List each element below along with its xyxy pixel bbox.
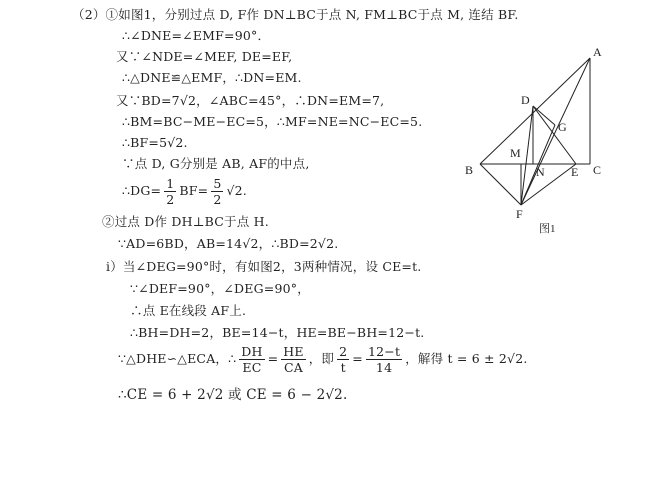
text-line-6: ∴BM=BC−ME−EC=5，∴MF=NE=NC−EC=5. xyxy=(122,114,423,129)
fraction-denominator: 2 xyxy=(166,192,175,207)
segment-ab xyxy=(480,58,590,164)
bf-mid: BF= xyxy=(179,183,209,198)
text-line-2: ∴∠DNE=∠EMF=90°． xyxy=(122,28,271,43)
text-line-1: （2）①如图1，分别过点 D, F作 DN⊥BC于点 N, FM⊥BC于点 M, 连结 BF. xyxy=(72,7,519,22)
text-line-17: ∴CE = 6 + 2√2 或 CE = 6 − 2√2. xyxy=(118,387,348,403)
fraction-denominator: t xyxy=(340,360,346,375)
text-line-10: ②过点 D作 DH⊥BC于点 H. xyxy=(102,214,269,229)
fraction-denominator: 2 xyxy=(213,192,222,207)
fraction-denominator: CA xyxy=(284,360,304,375)
fraction-he-ca xyxy=(281,344,305,375)
solve-result: ，解得 t = 6 ± 2√2. xyxy=(405,351,528,366)
fraction-numerator: 2 xyxy=(339,344,348,359)
namely-text: ，即 xyxy=(308,351,335,366)
segment-af xyxy=(521,58,590,205)
label-e: E xyxy=(571,165,579,179)
text-line-8: ∵点 D, G分别是 AB, AF的中点, xyxy=(122,156,310,171)
fraction-five-halves xyxy=(211,176,223,207)
fraction-numerator: DH xyxy=(241,344,263,359)
fraction-denominator: 14 xyxy=(375,360,393,375)
text-line-12: i）当∠DEG=90°时，有如图2，3两种情况，设 CE=t. xyxy=(106,259,422,274)
text-line-14: ∴点 E在线段 AF上. xyxy=(130,303,247,318)
text-line-7: ∴BF=5√2. xyxy=(122,135,188,150)
dg-prefix: ∴DG= xyxy=(122,183,162,198)
fraction-denominator: EC xyxy=(242,360,262,375)
fraction-dh-ec xyxy=(239,344,264,375)
fraction-numerator: 1 xyxy=(166,176,175,191)
label-b: B xyxy=(465,163,474,177)
fraction-half xyxy=(164,176,176,207)
similar-prefix: ∵△DHE∽△ECA，∴ xyxy=(118,351,237,366)
text-line-13: ∵∠DEF=90°，∠DEG=90°， xyxy=(130,281,310,296)
label-n: N xyxy=(536,165,545,179)
segment-de xyxy=(533,106,576,164)
sqrt-suffix: √2. xyxy=(226,183,247,198)
equals-sign: = xyxy=(352,351,363,366)
figure-caption: 图1 xyxy=(539,223,556,235)
fraction-numerator: 5 xyxy=(213,176,222,191)
text-line-9 xyxy=(122,176,247,207)
fraction-numerator: HE xyxy=(283,344,304,359)
label-a: A xyxy=(593,45,602,59)
fraction-numerator: 12−t xyxy=(367,344,401,359)
text-line-3: 又∵∠NDE=∠MEF, DE=EF, xyxy=(116,49,293,64)
text-line-16 xyxy=(118,344,528,375)
equals-sign: = xyxy=(267,351,279,366)
geometry-figure xyxy=(455,40,625,240)
text-line-5: 又∵BD=7√2，∠ABC=45°，∴DN=EM=7, xyxy=(116,93,385,108)
label-c: C xyxy=(593,163,602,177)
segment-bf xyxy=(480,164,521,205)
text-line-15: ∴BH=DH=2，BE=14−t，HE=BE−BH=12−t. xyxy=(130,325,425,340)
fraction-2-t xyxy=(337,344,349,375)
segment-dg xyxy=(533,106,555,125)
figure-lines xyxy=(480,58,590,205)
label-m: M xyxy=(510,146,521,160)
text-line-11: ∵AD=6BD，AB=14√2，∴BD=2√2. xyxy=(118,236,339,251)
label-g: G xyxy=(558,120,567,134)
label-f: F xyxy=(516,207,523,221)
text-line-4: ∴△DNE≌△EMF，∴DN=EM. xyxy=(122,70,302,85)
label-d: D xyxy=(521,93,530,107)
fraction-12-t-14 xyxy=(366,344,402,375)
